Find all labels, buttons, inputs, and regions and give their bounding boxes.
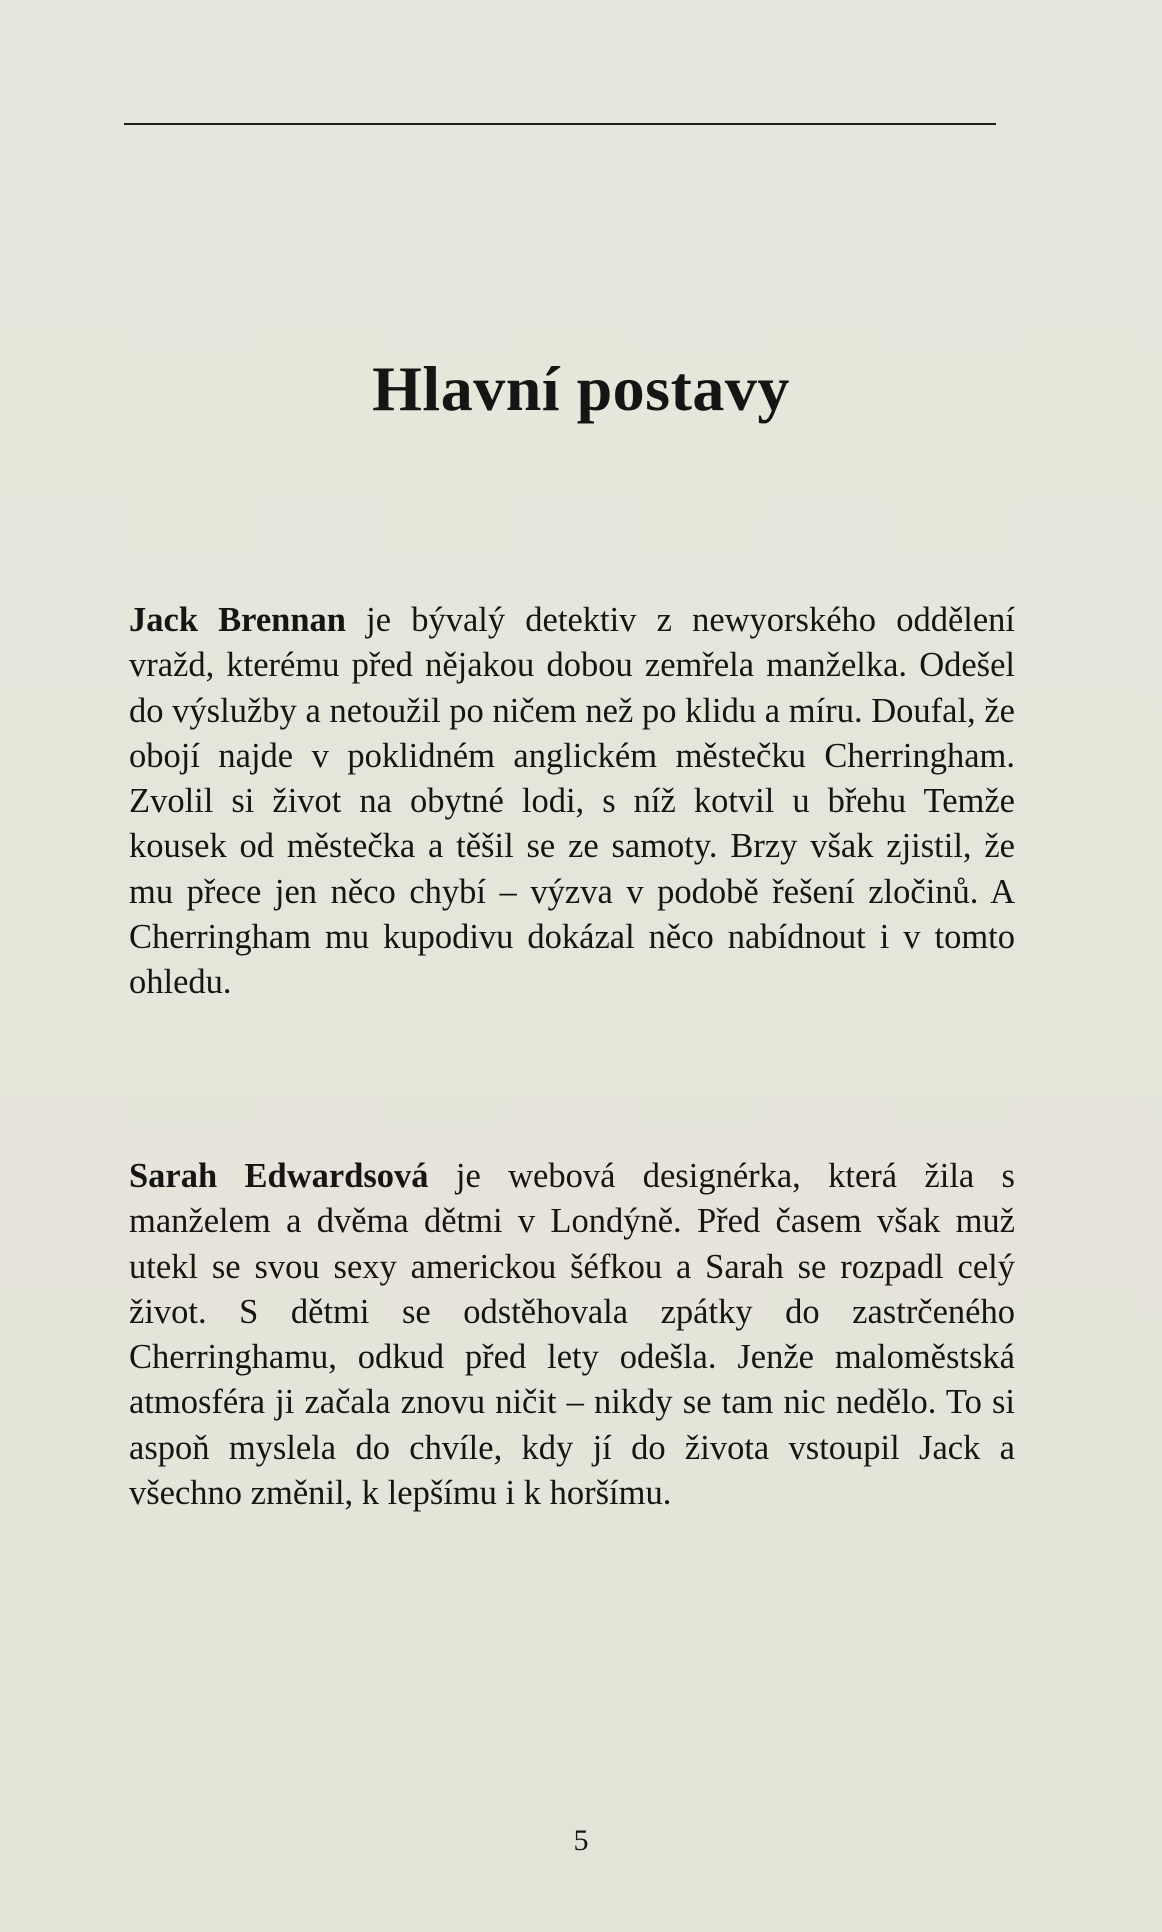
character-name: Sarah Edwardsová [129, 1157, 429, 1195]
header-rule [124, 123, 996, 125]
character-description: je webová designérka, která žila s manželem a dvěma dětmi v Londýně. Před časem však muž utekl se svou sexy americkou šéfkou a Sarah se rozpadl celý život. S dětmi se odstěhovala zpátky do zastrčeného Cherringhamu, odkud před lety odešla. Jenže maloměstská atmosféra ji začala znovu ničit – nikdy se tam nic nedělo. To si aspoň myslela do chvíle, kdy jí do života vstoupil Jack a všechno změnil, k lepšímu i k horšímu. [129, 1157, 1015, 1513]
character-name: Jack Brennan [129, 601, 346, 639]
character-description: je bývalý detektiv z newyorského oddělení vražd, kterému před nějakou dobou zemřela manželka. Odešel do výslužby a netoužil po ničem než po klidu a míru. Doufal, že obojí najde v poklidném anglickém městečku Cherringham. Zvolil si život na obytné lodi, s níž kotvil u břehu Temže kousek od městečka a těšil se ze samoty. Brzy však zjistil, že mu přece jen něco chybí – výzva v podobě řešení zločinů. A Cherringham mu kupodivu dokázal něco nabídnout i v tomto ohledu. [129, 601, 1015, 1002]
character-entry-sarah [129, 1154, 1015, 1516]
page-number: 5 [573, 1824, 589, 1857]
character-entry-jack [129, 598, 1015, 1006]
chapter-title: Hlavní postavy [372, 352, 790, 424]
